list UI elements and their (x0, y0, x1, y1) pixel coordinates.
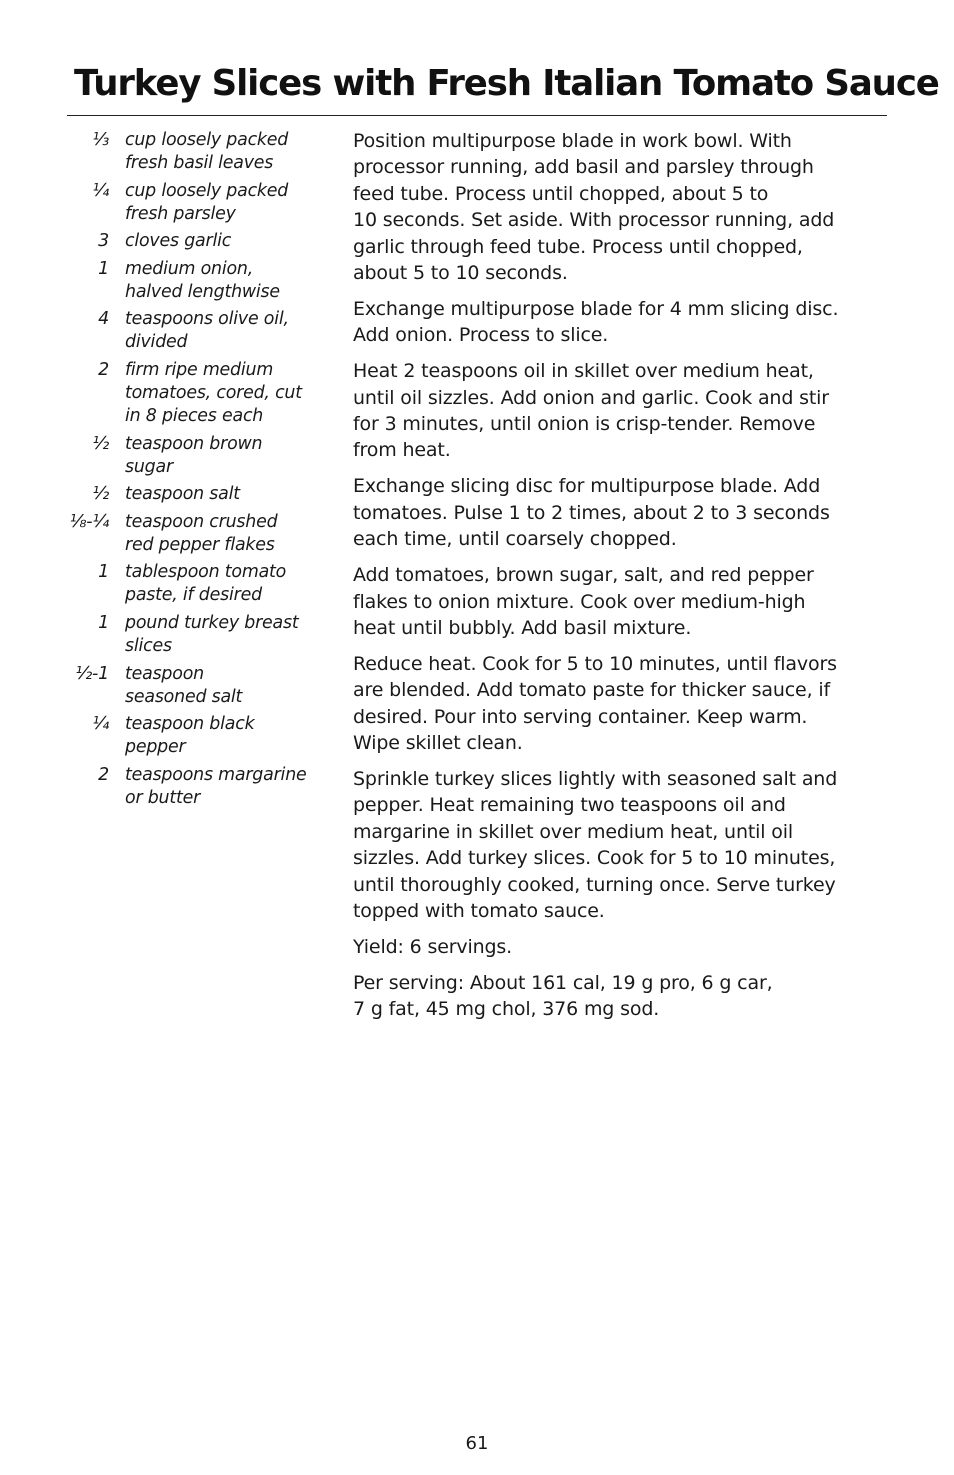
ingredient-text: firm ripe medium tomatoes, cored, cut in 8 pieces each (125, 359, 302, 426)
direction-paragraph: Heat 2 teaspoons oil in skillet over medium heat, until oil sizzles. Add onion and garlic. Cook and stir for 3 minutes, until onion is crisp-tender. Remove from heat. (353, 360, 829, 462)
recipe-title: Turkey Slices with Fresh Italian Tomato Sauce (74, 63, 939, 104)
ingredient-item (60, 663, 330, 709)
ingredient-item (60, 764, 330, 810)
ingredient-item (60, 713, 330, 759)
ingredient-amount: 2 (98, 359, 109, 380)
ingredient-text: teaspoon salt (125, 484, 240, 505)
ingredient-amount: ⅛-¼ (69, 511, 109, 532)
ingredient-item (60, 359, 330, 428)
ingredient-amount: ½ (92, 433, 109, 454)
ingredient-item (60, 308, 330, 354)
ingredient-list (60, 129, 330, 814)
direction-paragraph: Per serving: About 161 cal, 19 g pro, 6 g car, 7 g fat, 45 mg chol, 376 mg sod. (353, 971, 773, 1021)
ingredient-text: cup loosely packed fresh basil leaves (125, 130, 289, 173)
direction-paragraph: Sprinkle turkey slices lightly with seasoned salt and pepper. Heat remaining two teaspoons oil and margarine in skillet over medium heat, until oil sizzles. Add turkey slices. Cook for 5 to 10 minutes, until thoroughly cooked, turning once. Serve turkey topped with tomato sauce. (353, 767, 838, 922)
directions (353, 128, 889, 1032)
ingredient-text: cup loosely packed fresh parsley (125, 180, 289, 224)
direction-paragraph: Position multipurpose blade in work bowl. With processor running, add basil and parsley through feed tube. Process until chopped, about 5 to 10 seconds. Set aside. With processor running, add garlic through feed tube. Process until chopped, about 5 to 10 seconds. (353, 130, 835, 285)
ingredient-amount: 1 (98, 562, 109, 583)
ingredient-item (60, 561, 330, 607)
direction-paragraph: Exchange slicing disc for multipurpose blade. Add tomatoes. Pulse 1 to 2 times, about 2 to 3 seconds each time, until coarsely chopped. (353, 475, 830, 551)
ingredient-text: cloves garlic (125, 231, 232, 252)
ingredient-item (60, 180, 330, 226)
ingredient-amount: 3 (98, 231, 109, 252)
ingredient-item (60, 230, 330, 253)
ingredient-item (60, 511, 330, 557)
ingredient-text: teaspoon brown sugar (125, 433, 263, 477)
direction-paragraph: Reduce heat. Cook for 5 to 10 minutes, until flavors are blended. Add tomato paste for thicker sauce, if desired. Pour into serving container. Keep warm. Wipe skillet clean. (353, 652, 837, 755)
ingredient-amount: ½-1 (75, 663, 109, 684)
ingredient-amount: 2 (98, 764, 109, 785)
ingredient-text: teaspoon seasoned salt (125, 663, 243, 707)
ingredient-amount: ½ (92, 484, 109, 505)
ingredient-item (60, 258, 330, 304)
ingredient-amount: 1 (98, 612, 109, 633)
ingredient-amount: ¼ (92, 714, 109, 735)
ingredient-text: teaspoon black pepper (125, 714, 255, 758)
page-number: 61 (465, 1433, 489, 1454)
ingredient-item (60, 483, 330, 506)
ingredient-amount: ¼ (92, 180, 109, 201)
ingredient-text: teaspoons margarine or butter (125, 764, 307, 808)
ingredient-item (60, 129, 330, 175)
ingredient-item (60, 612, 330, 658)
title-divider (67, 115, 887, 116)
ingredient-amount: ⅓ (92, 130, 109, 150)
ingredient-text: pound turkey breast slices (125, 612, 299, 656)
ingredient-item (60, 433, 330, 479)
ingredient-text: tablespoon tomato paste, if desired (125, 562, 287, 606)
ingredient-amount: 1 (98, 258, 109, 279)
ingredient-amount: 4 (98, 309, 109, 330)
ingredient-text: teaspoons olive oil, divided (125, 309, 289, 353)
ingredient-text: medium onion, halved lengthwise (125, 258, 280, 302)
direction-paragraph: Add tomatoes, brown sugar, salt, and red pepper flakes to onion mixture. Cook over medium-high heat until bubbly. Add basil mixture. (353, 564, 814, 639)
direction-paragraph: Exchange multipurpose blade for 4 mm slicing disc. Add onion. Process to slice. (353, 297, 839, 347)
ingredient-text: teaspoon crushed red pepper flakes (125, 511, 278, 555)
direction-paragraph: Yield: 6 servings. (353, 935, 513, 958)
